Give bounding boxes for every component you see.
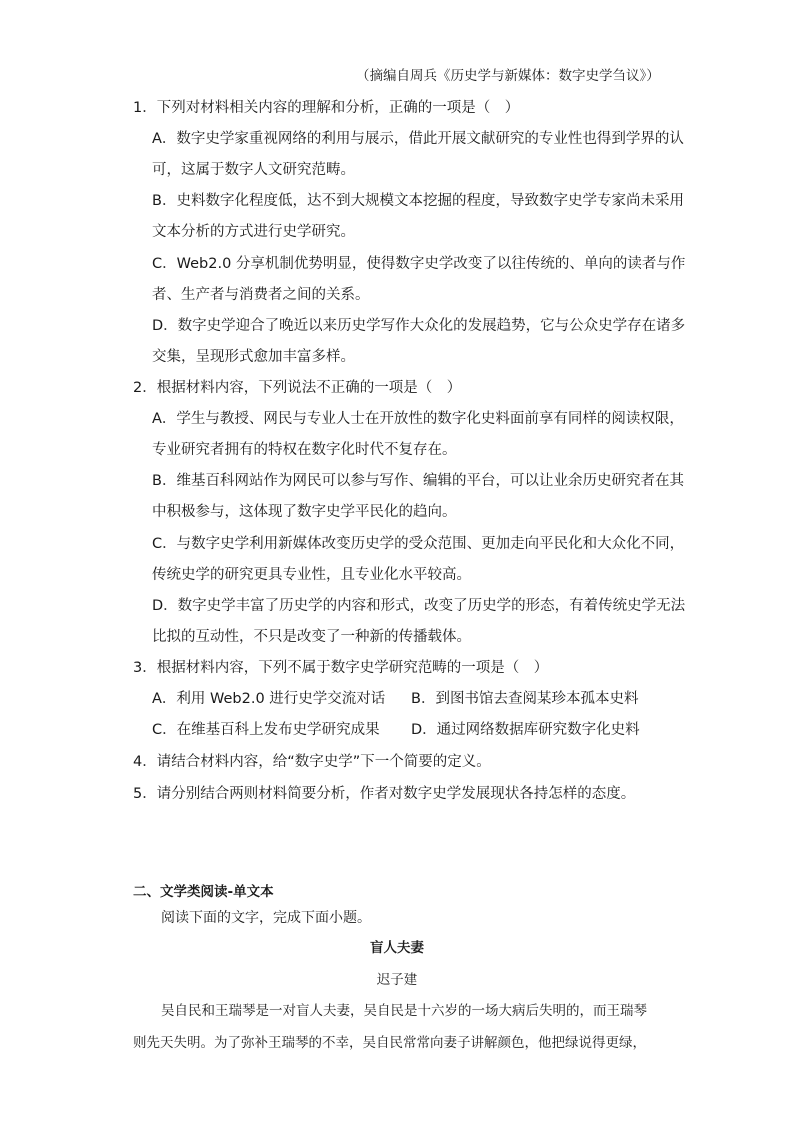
question-1-stem: 1．下列对材料相关内容的理解和分析，正确的一项是（ ）	[133, 100, 520, 116]
question-1-option-c-line-2: 者、生产者与消费者之间的关系。	[152, 287, 370, 303]
section-heading: 二、文学类阅读-单文本	[133, 884, 274, 900]
question-2-option-b-line-2: 中积极参与，这体现了数字史学平民化的趋向。	[152, 504, 457, 520]
question-2-option-c-line-1: C．与数字史学利用新媒体改变历史学的受众范围、更加走向平民化和大众化不同，	[152, 536, 685, 552]
question-1-option-b-line-1: B．史料数字化程度低，达不到大规模文本挖掘的程度，导致数字史学专家尚未采用	[152, 193, 684, 209]
question-2-option-d-line-1: D．数字史学丰富了历史学的内容和形式，改变了历史学的形态，有着传统史学无法	[152, 598, 686, 614]
question-4-stem: 4．请结合材料内容，给“数字史学”下一个简要的定义。	[133, 754, 491, 770]
question-3-option-a: A．利用 Web2.0 进行史学交流对话	[152, 691, 386, 707]
question-1-option-b-line-2: 文本分析的方式进行史学研究。	[152, 224, 355, 240]
story-paragraph-line-1: 吴自民和王瑞琴是一对盲人夫妻，吴自民是十六岁的一场大病后失明的，而王瑞琴	[161, 1003, 647, 1019]
question-2-option-b-line-1: B．维基百科网站作为网民可以参与写作、编辑的平台，可以让业余历史研究者在其	[152, 473, 684, 489]
story-author: 迟子建	[376, 972, 418, 988]
section-instruction: 阅读下面的文字，完成下面小题。	[161, 910, 371, 926]
story-paragraph-line-2: 则先天失明。为了弥补王瑞琴的不幸，吴自民常常向妻子讲解颜色，他把绿说得更绿，	[133, 1035, 646, 1051]
question-3-option-b: B．到图书馆去查阅某珍本孤本史料	[411, 691, 639, 707]
story-title: 盲人夫妻	[370, 940, 424, 956]
question-1-option-c-line-1: C．Web2.0 分享机制优势明显，使得数字史学改变了以往传统的、单向的读者与作	[152, 256, 686, 272]
source-note: （摘编自周兵《历史学与新媒体：数字史学刍议》）	[356, 68, 660, 84]
question-1-option-a-line-2: 可，这属于数字人文研究范畴。	[152, 162, 355, 178]
question-1-option-a-line-1: A．数字史学家重视网络的利用与展示，借此开展文献研究的专业性也得到学界的认	[152, 131, 684, 147]
question-2-option-a-line-2: 专业研究者拥有的特权在数字化时代不复存在。	[152, 442, 457, 458]
question-2-option-a-line-1: A．学生与教授、网民与专业人士在开放性的数字化史料面前享有同样的阅读权限，	[152, 411, 684, 427]
question-1-option-d-line-2: 交集，呈现形式愈加丰富多样。	[152, 349, 355, 365]
question-1-option-d-line-1: D．数字史学迎合了晚近以来历史学写作大众化的发展趋势，它与公众史学存在诸多	[152, 318, 686, 334]
question-2-option-d-line-2: 比拟的互动性，不只是改变了一种新的传播载体。	[152, 629, 471, 645]
question-3-stem: 3．根据材料内容，下列不属于数字史学研究范畴的一项是（ ）	[133, 660, 549, 676]
question-3-option-d: D．通过网络数据库研究数字化史料	[411, 722, 640, 738]
question-2-option-c-line-2: 传统史学的研究更具专业性，且专业化水平较高。	[152, 567, 471, 583]
question-2-stem: 2．根据材料内容，下列说法不正确的一项是（ ）	[133, 380, 462, 396]
question-3-option-c: C．在维基百科上发布史学研究成果	[152, 722, 380, 738]
question-5-stem: 5．请分别结合两则材料简要分析，作者对数字史学发展现状各持怎样的态度。	[133, 786, 636, 802]
